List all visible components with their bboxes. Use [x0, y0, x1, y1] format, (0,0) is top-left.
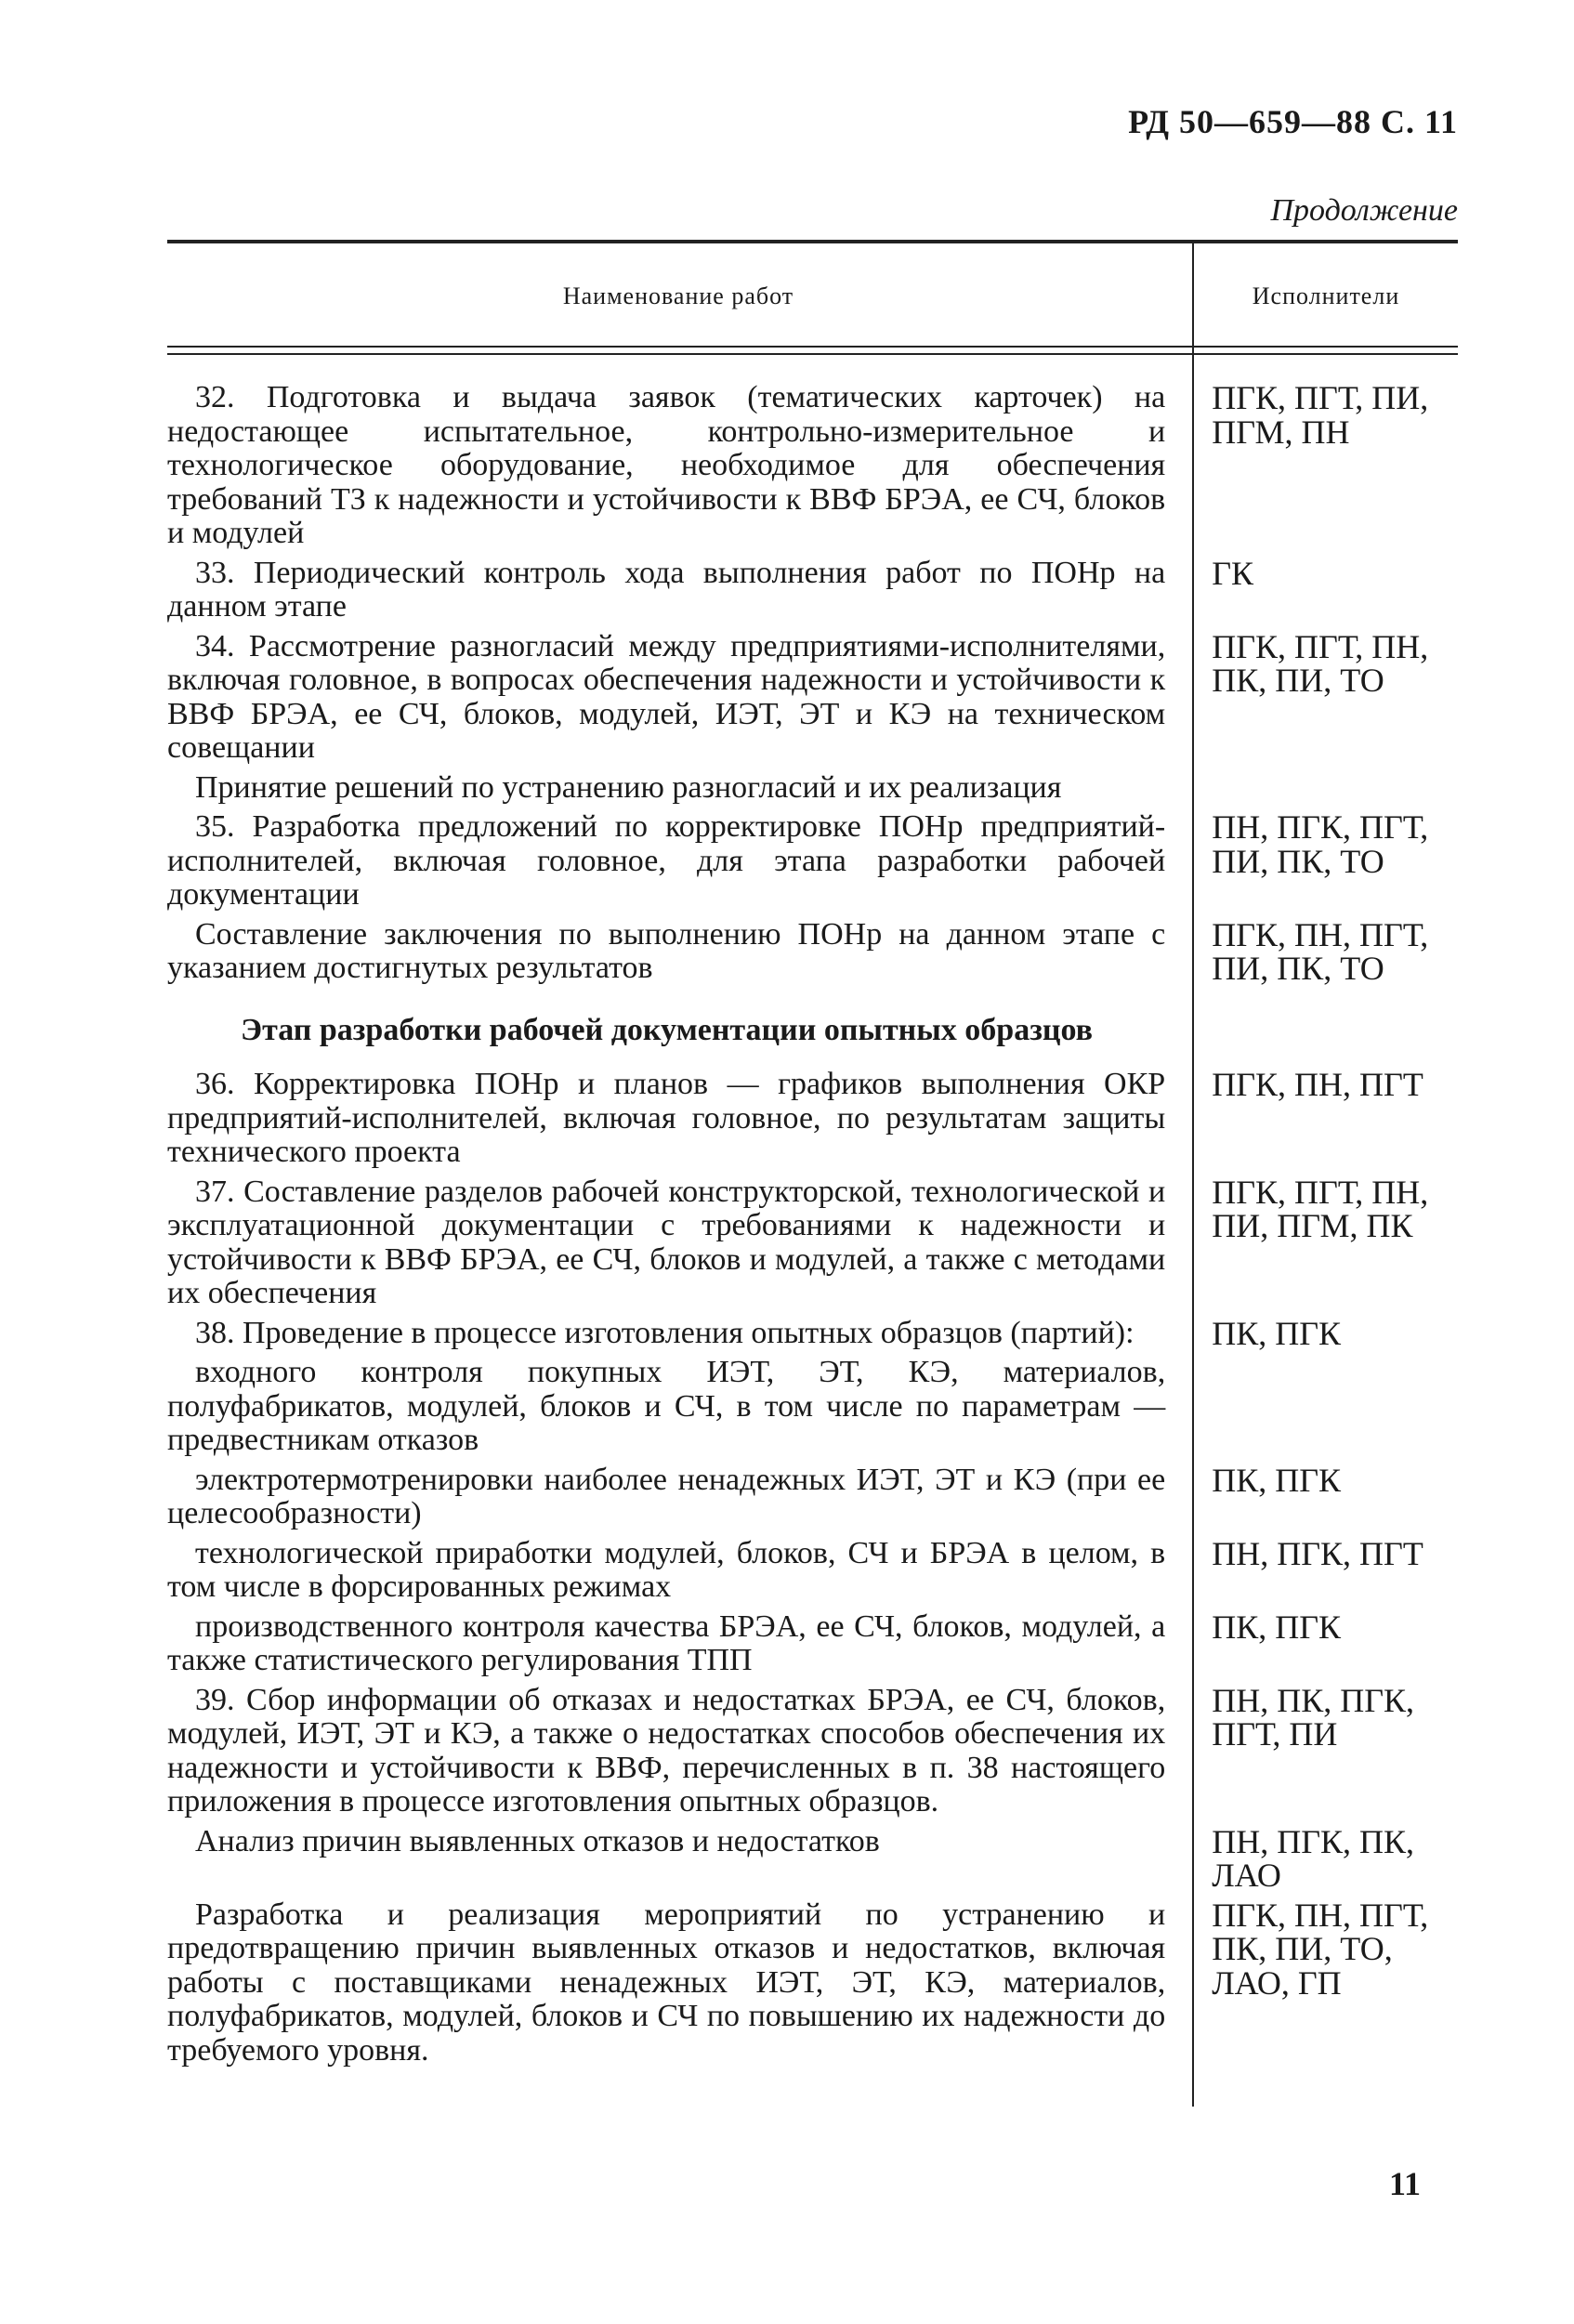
table-row — [167, 1681, 1463, 1819]
executors: ПГК, ПН, ПГТ — [1212, 1066, 1423, 1103]
work-description: Составление заключения по выполнению ПОНр на данном этапе с указанием достигнутых результатов — [167, 916, 1166, 985]
table-row — [167, 810, 1463, 913]
table-header-rule — [167, 346, 1458, 355]
table-row — [167, 915, 1463, 987]
executors: ПК, ПГК — [1212, 1608, 1342, 1646]
work-description: 36. Корректировка ПОНр и планов — графиков выполнения ОКР предприятий-исполнителей, включая головное, по результатам защиты технического проекта — [167, 1067, 1166, 1169]
executors: ГК — [1212, 554, 1254, 592]
work-description: Принятие решений по устранению разногласий и их реализация — [195, 769, 1062, 805]
table-row — [167, 1175, 1463, 1311]
page-number: 11 — [1388, 2165, 1421, 2202]
work-description: входного контроля покупных ИЭТ, ЭТ, КЭ, материалов, полуфабрикатов, модулей, блоков и СЧ, в том числе по параметрам — предвестникам отказов — [167, 1355, 1166, 1457]
work-description: Анализ причин выявленных отказов и недостатков — [195, 1823, 880, 1858]
executors: ПК, ПГК — [1212, 1461, 1342, 1499]
work-description: технологической приработки модулей, блоков, СЧ и БРЭА в целом, в том числе в форсированных режимах — [167, 1535, 1166, 1604]
work-description: 33. Периодический контроль хода выполнения работ по ПОНр на данном этапе — [167, 555, 1166, 624]
work-description: производственного контроля качества БРЭА, ее СЧ, блоков, модулей, а также статистического регулирования ТПП — [167, 1608, 1166, 1677]
executors: ПН, ПГК, ПГТ — [1212, 1534, 1423, 1572]
table-row — [167, 1461, 1463, 1531]
table-row — [167, 554, 1463, 624]
table-row — [167, 1314, 1463, 1352]
executors: ПН, ПГК, ПК, ЛАО — [1212, 1822, 1415, 1894]
work-description: 38. Проведение в процессе изготовления опытных образцов (партий): — [195, 1315, 1135, 1350]
work-description: 39. Сбор информации об отказах и недостатках БРЭА, ее СЧ, блоков, модулей, ИЭТ, ЭТ и КЭ, а также о недостатках способов обеспечения их надежности и устойчивости к ВВФ, перечисленных в п. 38 настоящего приложения в процессе изготовления опытных образцов. — [167, 1682, 1166, 1818]
work-description: 35. Разработка предложений по корректировке ПОНр предприятий-исполнителей, включая головное, для этапа разработки рабочей документации — [167, 809, 1166, 912]
executors: ПГК, ПГТ, ПИ, ПГМ, ПН — [1212, 379, 1429, 451]
table-row — [167, 771, 1463, 806]
work-description: электротермотренировки наиболее ненадежных ИЭТ, ЭТ и КЭ (при ее целесообразности) — [167, 1462, 1166, 1530]
stage-title: Этап разработки рабочей документации опытных образцов — [241, 1012, 1093, 1047]
work-description: 34. Рассмотрение разногласий между предприятиями-исполнителями, включая головное, в вопросах обеспечения надежности и устойчивости к ВВФ БРЭА, ее СЧ, блоков, модулей, ИЭТ, ЭТ и КЭ на техническом совещании — [167, 628, 1166, 765]
executors: ПН, ПГК, ПГТ, ПИ, ПК, ТО — [1212, 808, 1429, 880]
table-row — [167, 1356, 1463, 1458]
work-description: 37. Составление разделов рабочей конструкторской, технологической и эксплуатационной документации с требованиями к надежности и устойчивости к ВВФ БРЭА, ее СЧ, блоков и модулей, а также с методами их обеспечения — [167, 1174, 1166, 1310]
work-description: Разработка и реализация мероприятий по устранению и предотвращению причин выявленных отказов и недостатков, включая работы с поставщиками ненадежных ИЭТ, ЭТ, КЭ, материалов, полуфабрикатов, модулей, блоков и СЧ по повышению их надежности до требуемого уровня. — [167, 1897, 1166, 2068]
table-row — [167, 381, 1463, 551]
document-code-header: РД 50—659—88 С. 11 — [1128, 103, 1458, 140]
continuation-label: Продолжение — [1270, 193, 1458, 228]
table-row — [167, 1068, 1463, 1170]
table-row — [167, 1898, 1463, 2068]
table-row — [167, 1610, 1463, 1678]
table-row — [167, 627, 1463, 766]
column-header-executors: Исполнители — [1252, 282, 1400, 309]
work-description: 32. Подготовка и выдача заявок (тематических карточек) на недостающее испытательное, контрольно-измерительное и технологическое оборудование, необходимое для обеспечения требований ТЗ к надежности и устойчивости к ВВФ БРЭА, ее СЧ, блоков и модулей — [167, 380, 1166, 550]
table-header-row — [167, 243, 1458, 346]
executors: ПГК, ПГТ, ПН, ПК, ПИ, ТО — [1212, 627, 1429, 699]
table-body — [167, 381, 1463, 2068]
table-row — [167, 1534, 1463, 1605]
table-row — [167, 1822, 1463, 1894]
executors — [1212, 1356, 1463, 1458]
column-header-works: Наименование работ — [562, 282, 794, 309]
executors: ПГК, ПН, ПГТ, ПК, ПИ, ТО, ЛАО, ГП — [1212, 1896, 1429, 2002]
executors: ПГК, ПГТ, ПН, ПИ, ПГМ, ПК — [1212, 1173, 1429, 1244]
executors: ПН, ПК, ПГК, ПГТ, ПИ — [1212, 1681, 1415, 1753]
executors: ПГК, ПН, ПГТ, ПИ, ПК, ТО — [1212, 915, 1429, 987]
executors — [1212, 771, 1463, 806]
executors: ПК, ПГК — [1212, 1314, 1342, 1352]
